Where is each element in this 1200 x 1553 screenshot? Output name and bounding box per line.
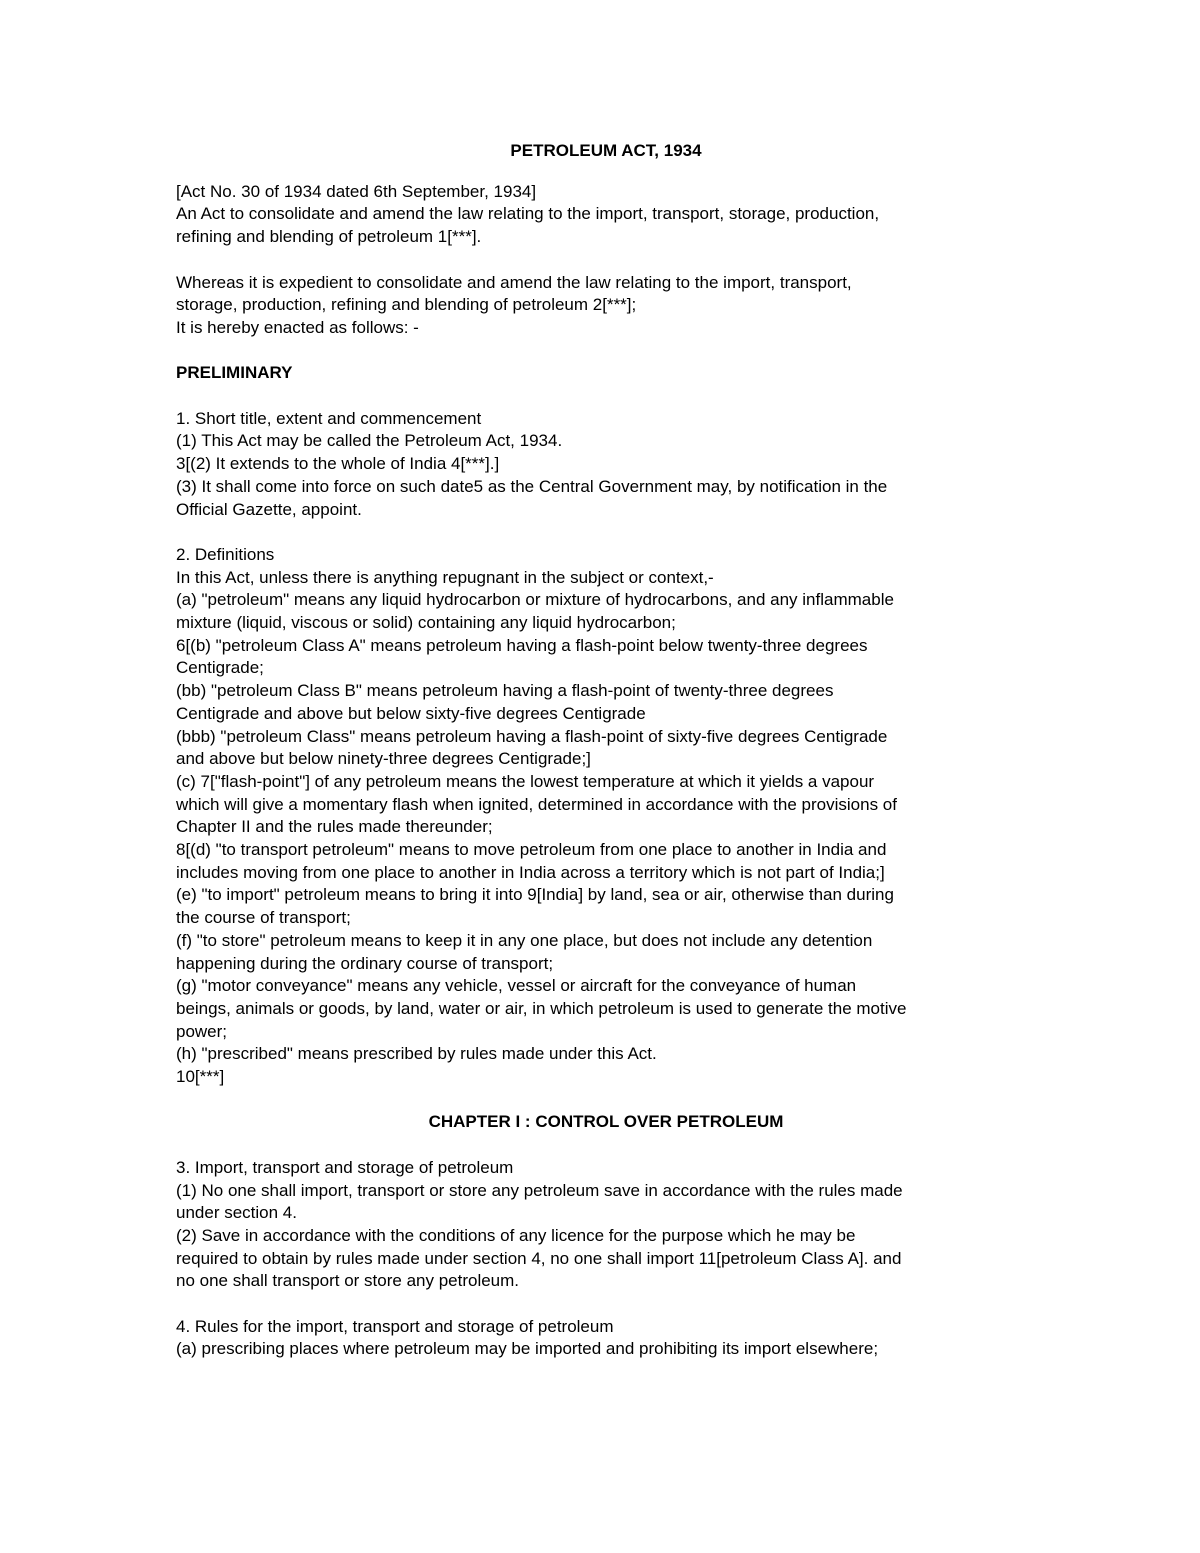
text-line: (a) prescribing places where petroleum may be imported and prohibiting its import elsewhere; — [176, 1339, 879, 1359]
text-line: (1) This Act may be called the Petroleum Act, 1934. — [176, 431, 563, 451]
text-line: 3[(2) It extends to the whole of India 4[***].] — [176, 454, 500, 474]
text-line: (h) "prescribed" means prescribed by rules made under this Act. — [176, 1044, 657, 1064]
section-3 — [176, 1157, 1036, 1293]
section-1 — [176, 408, 1036, 522]
text-line: 4. Rules for the import, transport and storage of petroleum — [176, 1316, 614, 1336]
spacer — [176, 385, 1036, 408]
section-4 — [176, 1316, 1036, 1361]
text-line: and above but below ninety-three degrees Centigrade;] — [176, 749, 591, 769]
text-line: refining and blending of petroleum 1[***]. — [176, 227, 482, 247]
text-line: (e) "to import" petroleum means to bring it into 9[India] by land, sea or air, otherwise than during — [176, 885, 894, 905]
text-line: which will give a momentary flash when ignited, determined in accordance with the provisions of — [176, 794, 897, 814]
spacer — [176, 1293, 1036, 1316]
text-line: (g) "motor conveyance" means any vehicle, vessel or aircraft for the conveyance of human — [176, 976, 857, 996]
spacer — [176, 249, 1036, 272]
intro-block — [176, 181, 1036, 249]
text-line: includes moving from one place to another in India across a territory which is not part of India;] — [176, 862, 885, 882]
text-line: (a) "petroleum" means any liquid hydrocarbon or mixture of hydrocarbons, and any inflammable — [176, 590, 894, 610]
preamble-block — [176, 272, 1036, 340]
text-line: Whereas it is expedient to consolidate and amend the law relating to the import, transport, — [176, 272, 852, 292]
text-line: Centigrade and above but below sixty-five degrees Centigrade — [176, 703, 646, 723]
text-line: [Act No. 30 of 1934 dated 6th September, 1934] — [176, 181, 537, 201]
section-2 — [176, 544, 1036, 1089]
text-line: (f) "to store" petroleum means to keep it in any one place, but does not include any detention — [176, 930, 873, 950]
text-line: (1) No one shall import, transport or store any petroleum save in accordance with the rules made — [176, 1180, 903, 1200]
text-line: the course of transport; — [176, 908, 351, 928]
text-line: 2. Definitions — [176, 544, 275, 564]
spacer — [176, 1089, 1036, 1112]
text-line: required to obtain by rules made under section 4, no one shall import 11[petroleum Class A]. and — [176, 1248, 902, 1268]
text-line: It is hereby enacted as follows: - — [176, 317, 419, 337]
text-line: (2) Save in accordance with the conditions of any licence for the purpose which he may be — [176, 1225, 856, 1245]
text-line: In this Act, unless there is anything repugnant in the subject or context,- — [176, 567, 714, 587]
text-line: (c) 7["flash-point"] of any petroleum means the lowest temperature at which it yields a vapour — [176, 771, 875, 791]
spacer — [176, 1134, 1036, 1157]
text-line: 8[(d) "to transport petroleum" means to move petroleum from one place to another in India and — [176, 840, 887, 860]
document-title: PETROLEUM ACT, 1934 — [510, 141, 702, 160]
spacer — [176, 521, 1036, 544]
text-line: 6[(b) "petroleum Class A" means petroleum having a flash-point below twenty-three degrees — [176, 635, 868, 655]
chapter-1-heading: CHAPTER I : CONTROL OVER PETROLEUM — [428, 1112, 784, 1132]
spacer — [176, 340, 1036, 363]
text-line: power; — [176, 1021, 228, 1041]
text-line: An Act to consolidate and amend the law relating to the import, transport, storage, production, — [176, 204, 880, 224]
text-line: 3. Import, transport and storage of petroleum — [176, 1157, 514, 1177]
text-line: mixture (liquid, viscous or solid) containing any liquid hydrocarbon; — [176, 613, 676, 632]
text-line: under section 4. — [176, 1203, 297, 1223]
text-line: (bbb) "petroleum Class" means petroleum having a flash-point of sixty-five degrees Centigrade — [176, 726, 888, 746]
text-line: (bb) "petroleum Class B" means petroleum having a flash-point of twenty-three degrees — [176, 681, 834, 701]
text-line: Centigrade; — [176, 658, 264, 678]
text-line: (3) It shall come into force on such date5 as the Central Government may, by notification in the — [176, 476, 888, 496]
preliminary-heading: PRELIMINARY — [176, 363, 293, 383]
text-line: Official Gazette, appoint. — [176, 499, 362, 519]
document-page — [176, 140, 1036, 1361]
text-line: beings, animals or goods, by land, water or air, in which petroleum is used to generate the motive — [176, 998, 907, 1018]
text-line: storage, production, refining and blending of petroleum 2[***]; — [176, 295, 637, 315]
text-line: Chapter II and the rules made thereunder; — [176, 817, 493, 837]
text-line: happening during the ordinary course of transport; — [176, 953, 554, 973]
text-line: 1. Short title, extent and commencement — [176, 408, 482, 428]
text-line: 10[***] — [176, 1067, 225, 1087]
text-line: no one shall transport or store any petroleum. — [176, 1271, 520, 1291]
